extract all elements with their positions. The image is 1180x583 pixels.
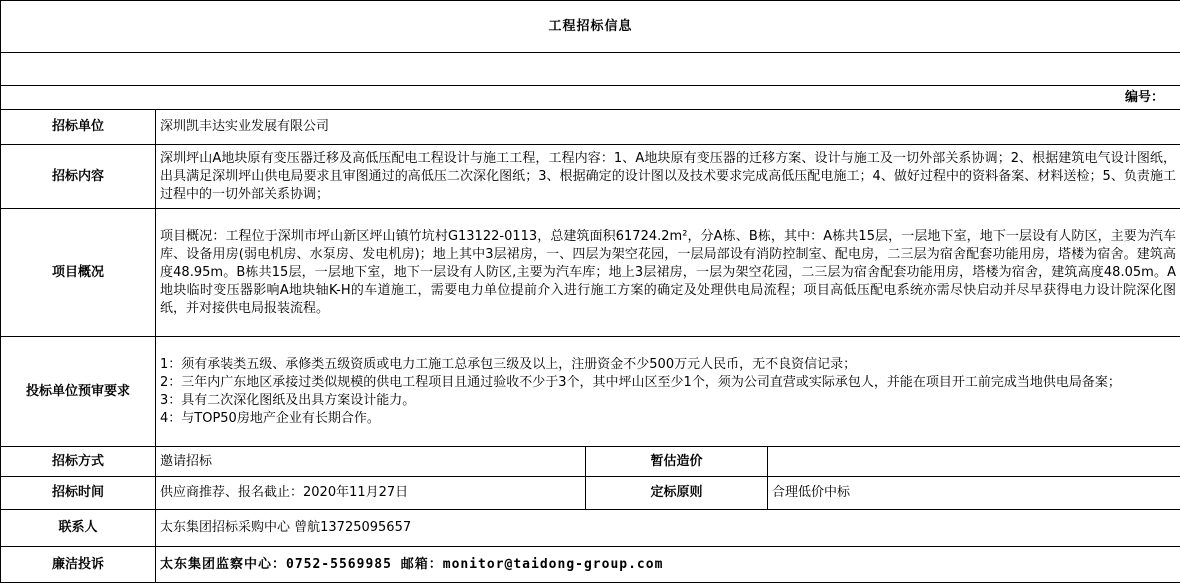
- requirements-label: 投标单位预审要求: [1, 337, 156, 447]
- method-value: 邀请招标: [156, 447, 586, 477]
- contact-label: 联系人: [1, 510, 156, 547]
- content-value: 深圳坪山A地块原有变压器迁移及高低压配电工程设计与施工工程，工程内容：1、A地块原有变压器的迁移方案、设计与施工及一切外部关系协调；2、根据建筑电气设计图纸，出具满足深圳坪山供电局要求且审图通过的高低压二次深化图纸；3、根据确定的设计图以及技术要求完成高低压配电施工；4、做好过程中的资料备案、材料送检；5、负责施工过程中的一切外部关系协调；: [156, 145, 1180, 209]
- requirement-item: 1：须有承装类五级、承修类五级资质或电力工施工总承包三级及以上，注册资金不少500万元人民币，无不良资信记录；: [160, 356, 1176, 374]
- contact-value: 太东集团招标采购中心 曾航13725095657: [156, 510, 1180, 547]
- method-label: 招标方式: [1, 447, 156, 477]
- requirements-value: [156, 337, 1180, 447]
- unit-value: 深圳凯丰达实业发展有限公司: [156, 110, 1180, 145]
- serial-number-label: 编号：: [1, 86, 1180, 110]
- award-principle-label: 定标原则: [586, 477, 768, 510]
- requirement-item: 4：与TOP50房地产企业有长期合作。: [160, 410, 1176, 428]
- requirement-item: 3：具有二次深化图纸及出具方案设计能力。: [160, 392, 1176, 410]
- estimated-cost-value: [768, 447, 1180, 477]
- overview-value: 项目概况：工程位于深圳市坪山新区坪山镇竹坑村G13122-0113，总建筑面积61724.2m²，分A栋、B栋，其中：A栋共15层，一层地下室，地下一层设有人防区，主要为汽车库、设备用房(弱电机房、水泵房、发电机房)；地上其中3层裙房，一、四层为架空花园，一层局部设有消防控制室、配电房，二三层为宿舍配套功能用房，塔楼为宿舍。建筑高度48.95m。B栋共15层，一层地下室，地下一层设有人防区,主要为汽车库；地上3层裙房，一层为架空花园，二三层为宿舍配套功能用房，塔楼为宿舍，建筑高度48.05m。A地块临时变压器影响A地块轴K-H的车道施工，需要电力单位提前介入进行施工方案的确定及处理供电局流程；项目高低压配电系统亦需尽快启动并尽早获得电力设计院深化图纸，并对接供电局报装流程。: [156, 209, 1180, 337]
- time-value: 供应商推荐、报名截止：2020年11月27日: [156, 477, 586, 510]
- overview-label: 项目概况: [1, 209, 156, 337]
- blank-row: [1, 53, 1180, 86]
- requirement-item: 2：三年内广东地区承接过类似规模的供电工程项目且通过验收不少于3个，其中坪山区至少1个，须为公司直营或实际承包人，并能在项目开工前完成当地供电局备案；: [160, 374, 1176, 392]
- complaint-label: 廉洁投诉: [1, 547, 156, 583]
- page-title: 工程招标信息: [1, 1, 1180, 53]
- content-label: 招标内容: [1, 145, 156, 209]
- time-label: 招标时间: [1, 477, 156, 510]
- unit-label: 招标单位: [1, 110, 156, 145]
- complaint-value: 太东集团监察中心：0752-5569985 邮箱：monitor@taidong-group.com: [156, 547, 1180, 583]
- award-principle-value: 合理低价中标: [768, 477, 1180, 510]
- estimated-cost-label: 暂估造价: [586, 447, 768, 477]
